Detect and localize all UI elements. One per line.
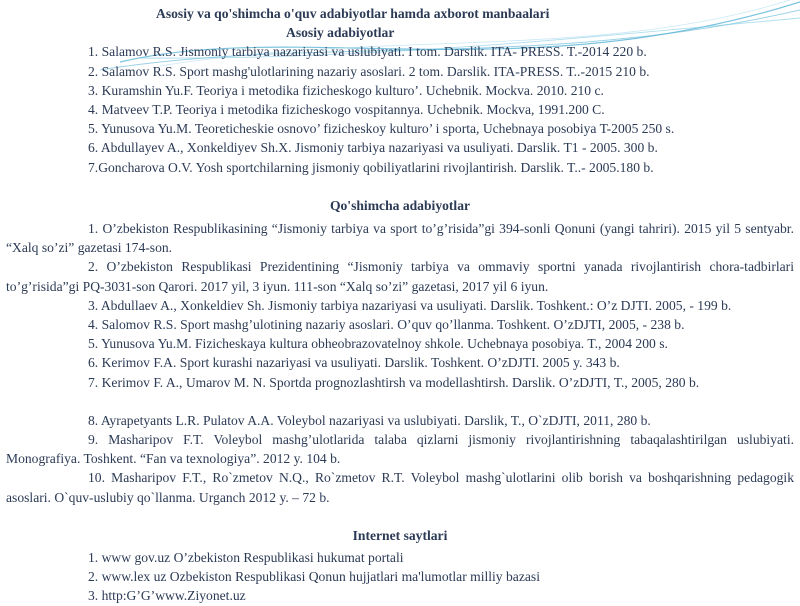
- extra-literature-item: 9. Masharipov F.T. Voleybol mashg’ulotlarida talaba qizlarni jismoniy rivojlantirishning tabaqalashtirilgan uslubiyati. Monografiya. Toshkent. “Fan va texnologiya”. 2012 y. 104 b.: [6, 432, 794, 467]
- main-literature-item: 4. Matveev T.P. Teoriya i metodika fizicheskogo vospitannya. Uchebnik. Mockva, 1991.200 C.: [88, 102, 605, 118]
- extra-literature-item: 7. Kerimov F. A., Umarov M. N. Sportda prognozlashtirsh va modellashtirsh. Darslik. O’zDJTI, T., 2005, 280 b.: [88, 374, 700, 390]
- extra-literature-item: 10. Masharipov F.T., Ro`zmetov N.Q., Ro`zmetov R.T. Voleybol mashg`ulotlarini olib borish va boshqarishning pedagogik asoslari. O`quv-uslubiy qo`llanma. Urganch 2012 y. – 72 b.: [6, 470, 794, 505]
- extra-literature-item: 6. Kerimov F.A. Sport kurashi nazariyasi va usuliyati. Darslik. Toshkent. O’zDJTI. 2005 y. 343 b.: [88, 355, 620, 371]
- document-content: [6, 4, 794, 606]
- extra-literature-item: 2. O’zbekiston Respublikasi Prezidentining “Jismoniy tarbiya va ommaviy sportni yanada rivojlantirish chora-tadbirlari to’g’risida”gi PQ-3031-son Qarori. 2017 yil, 3 iyun. 111-son “Xalq so’zi” gazetasi, 2017 yil 6 iyun.: [6, 259, 794, 294]
- extra-literature-item: 3. Abdullaev A., Xonkeldiev Sh. Jismoniy tarbiya nazariyasi va usuliyati. Darslik. Toshkent.: O’z DJTI. 2005, - 199 b.: [88, 297, 732, 313]
- document-title: Asosiy va qo'shimcha o'quv adabiyotlar hamda axborot manbaalari: [156, 6, 550, 21]
- main-literature-item: 3. Kuramshin Yu.F. Teoriya i metodika fizicheskogo kulturo’. Uchebnik. Mockva. 2010. 210 c.: [88, 82, 604, 98]
- internet-sites-heading: Internet saytlari: [352, 527, 448, 543]
- extra-literature-item: 8. Ayrapetyants L.R. Pulatov A.A. Voleybol nazariyasi va uslubiyati. Darslik, T., O`zDJTI, 2011, 280 b.: [88, 412, 651, 428]
- extra-literature-item: 1. O’zbekiston Respublikasining “Jismoniy tarbiya va sport to’g’risida”gi 394-sonli Qonuni (yangi tahriri). 2015 yil 5 sentyabr. “Xalq so’zi” gazetasi 174-son.: [6, 221, 794, 256]
- internet-site-item: 3. http:G’G’www.Ziyonet.uz: [88, 588, 246, 604]
- main-literature-item: 2. Salamov R.S. Sport mashg'ulotlarining nazariy asoslari. 2 tom. Darslik. ITA-PRESS. T..-2015 210 b.: [88, 63, 650, 79]
- internet-site-item: 2. www.lex uz Ozbekiston Respublikasi Qonun hujjatlari ma'lumotlar milliy bazasi: [88, 569, 540, 585]
- main-literature-item: 7.Goncharova O.V. Yosh sportchilarning jismoniy qobiliyatlarini rivojlantirish. Darslik. T..- 2005.180 b.: [88, 159, 654, 175]
- main-literature-heading: Asosiy adabiyotlar: [286, 25, 395, 41]
- main-literature-item: 5. Yunusova Yu.M. Teoreticheskie osnovo’ fizicheskoy kulturo’ i sporta, Uchebnaya posobiya T-2005 250 s.: [88, 121, 675, 137]
- main-literature-item: 6. Abdullayev A., Xonkeldiyev Sh.X. Jismoniy tarbiya nazariyasi va usuliyati. Darslik. T1 - 2005. 300 b.: [88, 140, 658, 156]
- main-literature-item: 1. Salamov R.S. Jismoniy tarbiya nazariyasi va uslubiyati. I tom. Darslik. ITA- PRESS. T.-2014 220 b.: [88, 44, 647, 60]
- extra-literature-item: 4. Salomov R.S. Sport mashg’ulotining nazariy asoslari. O’quv qo’llanma. Toshkent. O’zDJTI, 2005, - 238 b.: [88, 317, 685, 333]
- internet-site-item: 1. www gov.uz O’zbekiston Respublikasi hukumat portali: [88, 550, 404, 566]
- extra-literature-heading: Qo'shimcha adabiyotlar: [329, 197, 471, 213]
- extra-literature-item: 5. Yunusova Yu.M. Fizicheskaya kultura obheobrazovatelnoy shkole. Uchebnaya posobiya. T., 2004 200 s.: [88, 336, 668, 352]
